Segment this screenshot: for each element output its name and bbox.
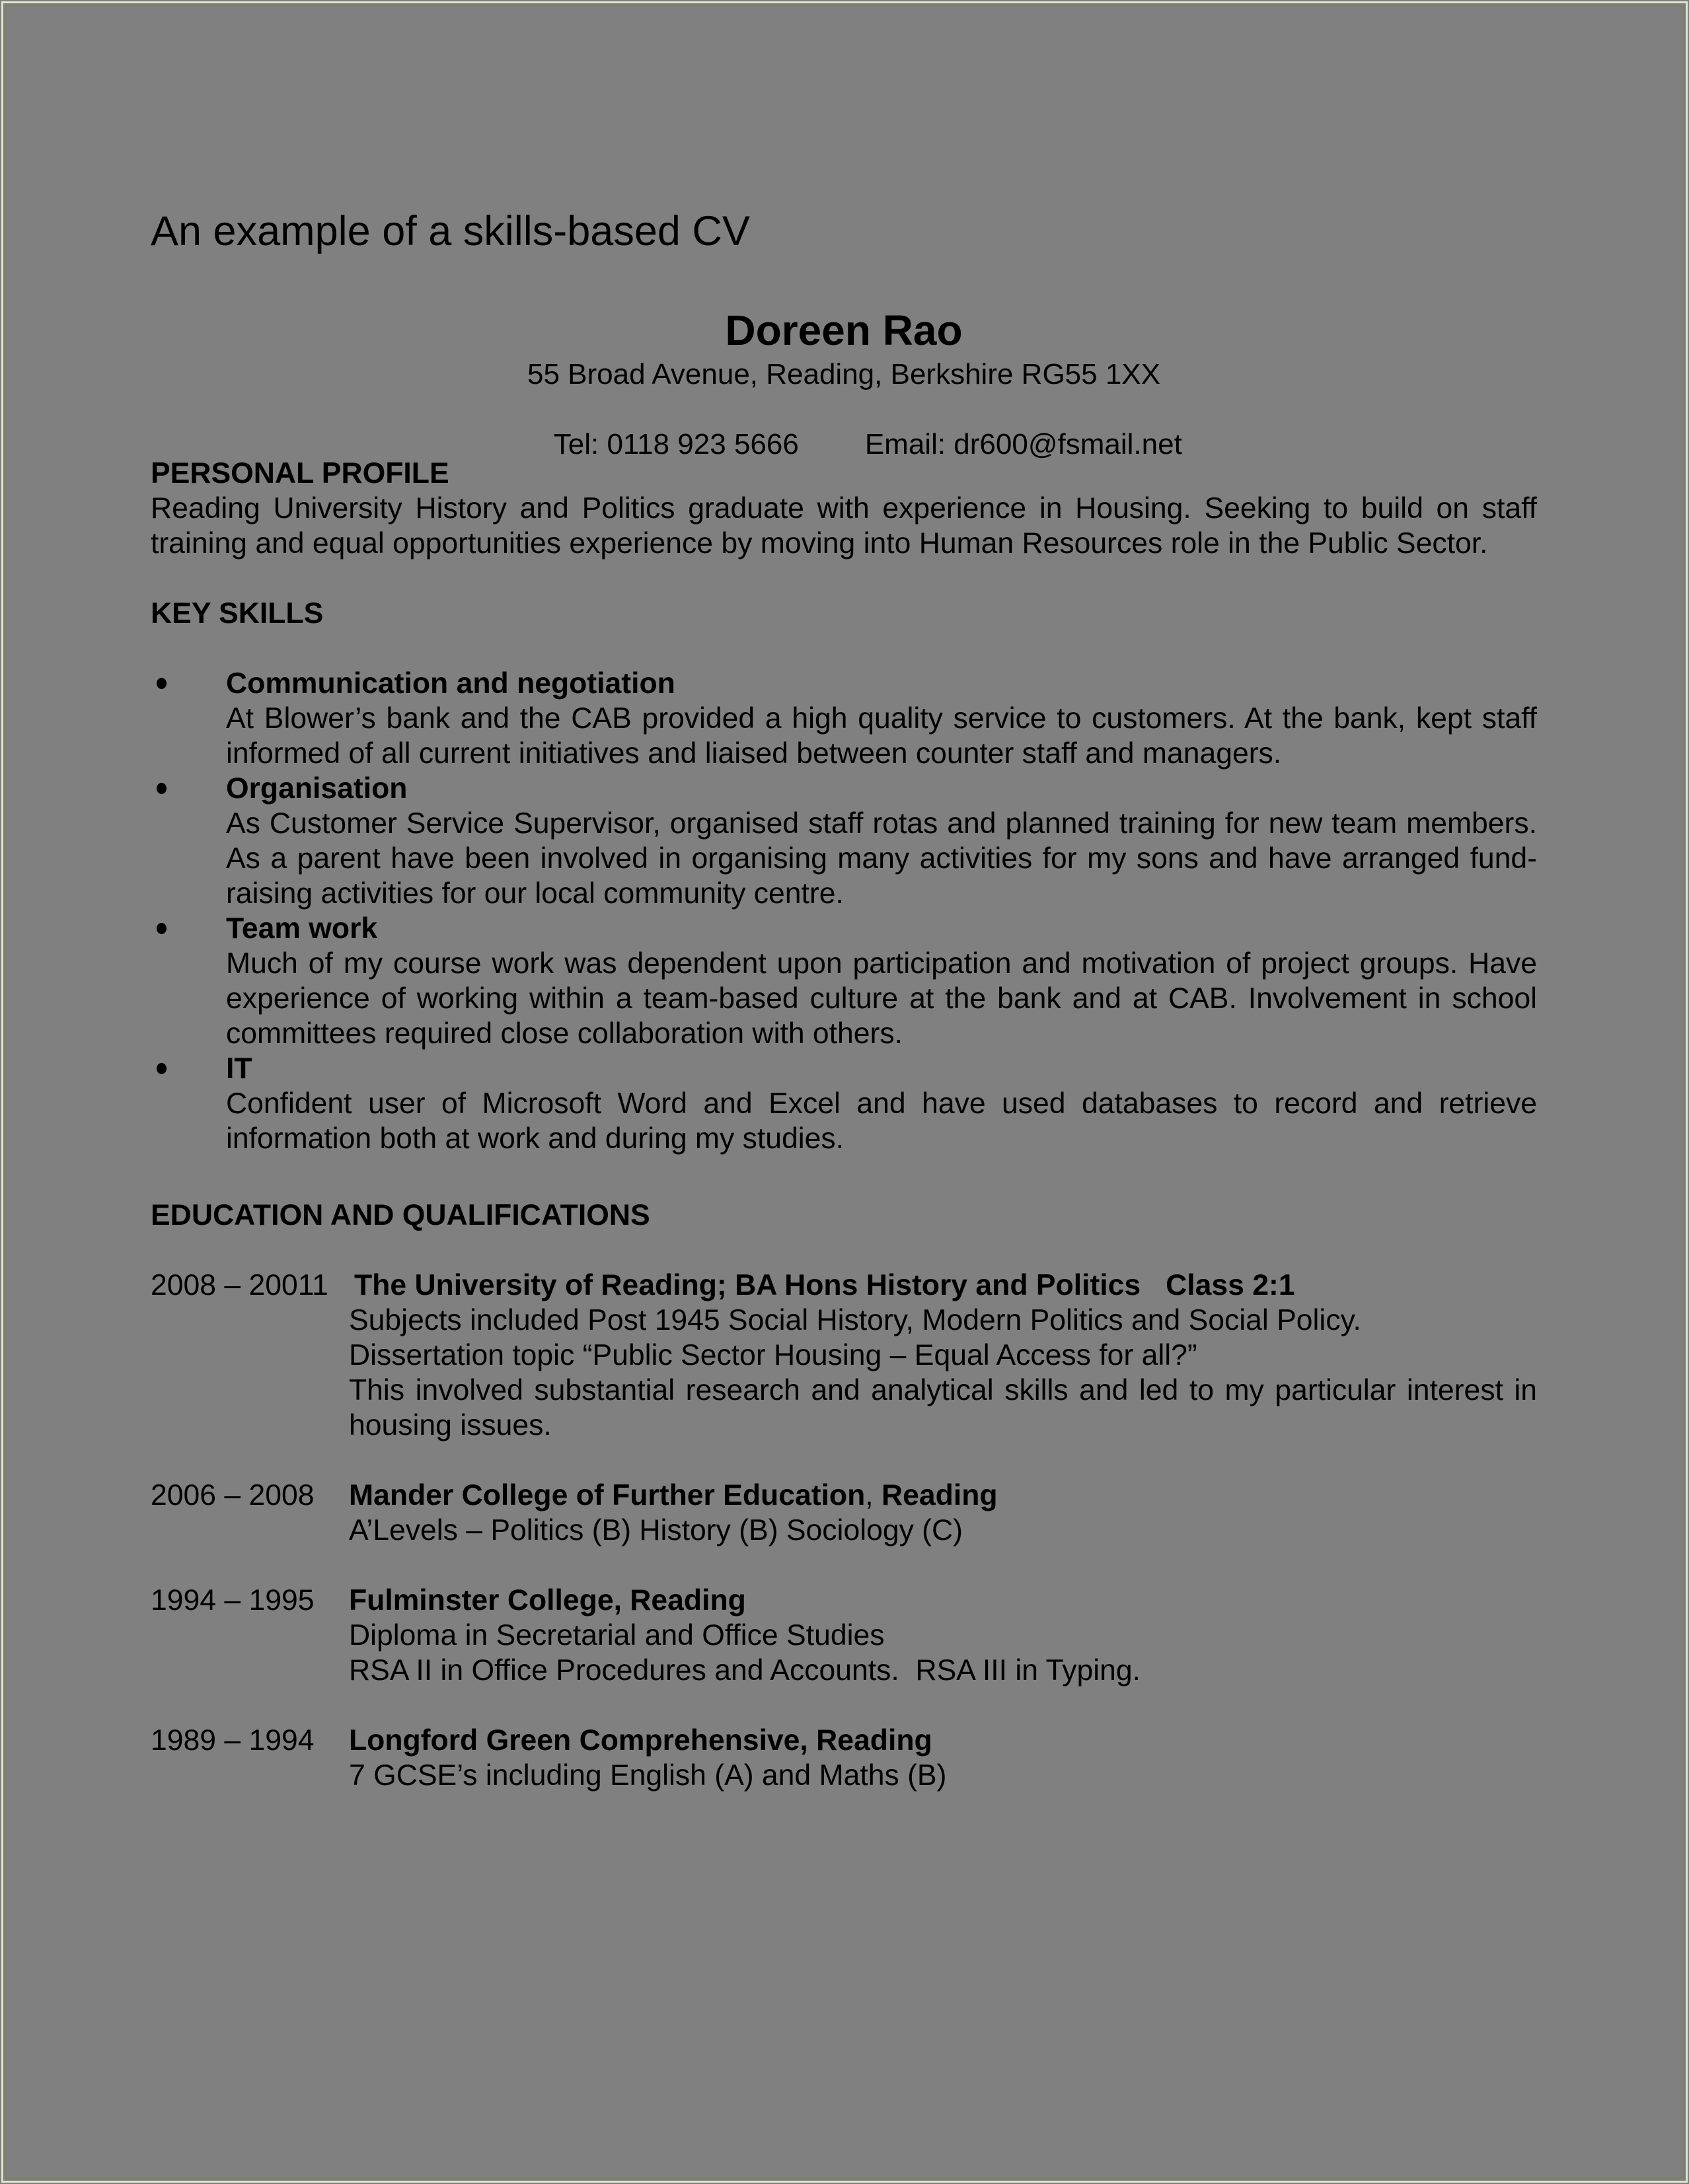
degree-class: Class 2:1 xyxy=(1166,1269,1295,1301)
institution-separator: , xyxy=(865,1479,882,1511)
skill-item xyxy=(151,666,1537,771)
education-details xyxy=(349,1583,1537,1688)
skill-description: Confident user of Microsoft Word and Excel and have used databases to record and retrieve information both at work and during my studies. xyxy=(226,1087,1537,1155)
skill-title: Team work xyxy=(226,912,378,945)
education-details xyxy=(349,1478,1537,1548)
institution-name: The University of Reading; BA Hons History and Politics xyxy=(354,1269,1141,1301)
education-institution xyxy=(349,1478,1537,1513)
education-detail-line: 7 GCSE’s including English (A) and Maths (B) xyxy=(349,1759,947,1792)
document-title: An example of a skills-based CV xyxy=(151,208,750,254)
bullet-icon xyxy=(157,783,167,794)
section-heading-education: EDUCATION AND QUALIFICATIONS xyxy=(151,1199,650,1231)
education-entry xyxy=(151,1268,1537,1443)
education-entry xyxy=(151,1478,1537,1548)
bullet-icon xyxy=(157,1063,167,1074)
education-entry xyxy=(151,1583,1537,1688)
education-entry xyxy=(151,1723,1537,1793)
education-detail-line: Dissertation topic “Public Sector Housing – Equal Access for all?” xyxy=(349,1339,1197,1371)
skill-item xyxy=(151,1051,1537,1156)
section-heading-personal-profile: PERSONAL PROFILE xyxy=(151,457,449,490)
key-skills-section xyxy=(151,596,1537,1156)
skill-description: At Blower’s bank and the CAB provided a high quality service to customers. At the bank, kept staff informed of all current initiatives and liaised between counter staff and managers. xyxy=(226,702,1537,770)
institution-name: Mander College of Further Education xyxy=(349,1479,866,1511)
section-heading-key-skills: KEY SKILLS xyxy=(151,597,324,630)
email: Email: dr600@fsmail.net xyxy=(864,428,1182,460)
education-detail-line: Diploma in Secretarial and Office Studies xyxy=(349,1619,885,1652)
institution-location: Reading xyxy=(882,1479,998,1511)
skill-description: As Customer Service Supervisor, organised staff rotas and planned training for new team members. As a parent have been involved in organising many activities for my sons and have arranged fund-raising activities for our local community centre. xyxy=(226,807,1537,910)
education-detail-line: A’Levels – Politics (B) History (B) Sociology (C) xyxy=(349,1514,963,1547)
bullet-icon xyxy=(157,923,167,934)
education-detail-line: Subjects included Post 1945 Social History, Modern Politics and Social Policy. xyxy=(349,1304,1361,1336)
education-section xyxy=(151,1198,1537,1793)
skill-description: Much of my course work was dependent upon participation and motivation of project groups. Have experience of working within a team-based culture at the bank and at CAB. Involvement in school committees required close collaboration with others. xyxy=(226,947,1537,1050)
education-details xyxy=(349,1723,1537,1793)
education-dates: 1989 – 1994 xyxy=(151,1724,315,1757)
education-dates: 1994 – 1995 xyxy=(151,1584,315,1617)
personal-profile-text: Reading University History and Politics graduate with experience in Housing. Seeking to build on staff training and equal opportunities experience by moving into Human Resources role in the Public Sector. xyxy=(151,492,1537,560)
education-institution: Longford Green Comprehensive, Reading xyxy=(349,1724,932,1757)
skill-item xyxy=(151,771,1537,911)
telephone: Tel: 0118 923 5666 xyxy=(553,428,799,460)
skill-title: IT xyxy=(226,1052,252,1085)
bullet-icon xyxy=(157,678,167,689)
education-institution xyxy=(354,1268,1537,1303)
education-details xyxy=(349,1268,1537,1443)
education-institution: Fulminster College, Reading xyxy=(349,1584,746,1617)
skill-title: Communication and negotiation xyxy=(226,667,675,700)
education-dates: 2006 – 2008 xyxy=(151,1479,315,1511)
skill-item xyxy=(151,911,1537,1051)
skill-title: Organisation xyxy=(226,772,408,805)
personal-profile-section xyxy=(151,456,1537,561)
skills-list xyxy=(151,666,1537,1156)
education-detail-line: This involved substantial research and analytical skills and led to my particular interest in housing issues. xyxy=(349,1374,1537,1441)
candidate-name: Doreen Rao xyxy=(725,307,963,354)
address: 55 Broad Avenue, Reading, Berkshire RG55 1XX xyxy=(527,358,1160,390)
education-detail-line: RSA II in Office Procedures and Accounts. RSA III in Typing. xyxy=(349,1654,1141,1687)
education-dates: 2008 – 20011 xyxy=(151,1269,328,1301)
